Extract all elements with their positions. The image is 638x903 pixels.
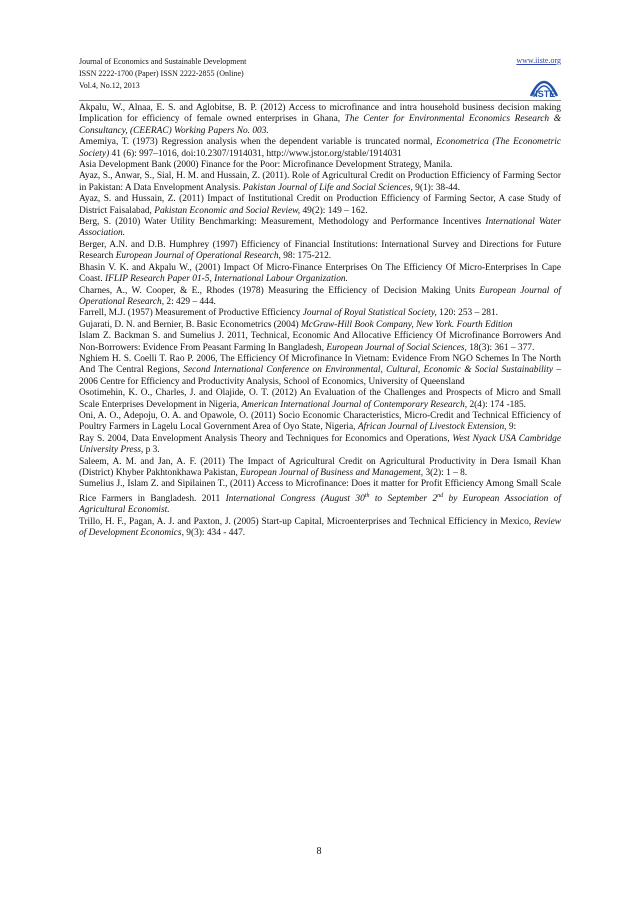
reference-entry	[79, 263, 561, 286]
reference-text-segment: 49(2): 149 – 162.	[300, 205, 368, 216]
reference-entry	[79, 354, 561, 388]
reference-italic-segment: West Nyack USA Cambridge University Press,	[79, 433, 561, 456]
reference-text-segment: 41 (6): 997–1016, doi:10.2307/1914031, http://www.jstor.org/stable/1914031	[109, 148, 402, 159]
page-header	[79, 56, 561, 92]
reference-entry	[79, 171, 561, 194]
reference-text-segment: – 2006 Centre for Efficiency and Productivity Analysis, School of Economics, University of Queensland	[79, 365, 562, 387]
reference-italic-segment: American International Journal of Contemporary Research,	[241, 399, 468, 410]
reference-entry	[79, 517, 561, 540]
reference-entry	[79, 286, 561, 309]
reference-entry	[79, 434, 561, 457]
reference-text-segment: Osotimehin, K. O., Charles, J. and Olajide, O. T. (2012) An Evaluation of the Challenges and Prospects of Micro and Small Scale Enterprises Development in Nigeria,	[79, 388, 561, 410]
reference-italic-segment: Pakistan Journal of Life and Social Sciences,	[242, 182, 413, 193]
reference-text-segment: 9(1): 38-44.	[412, 182, 460, 193]
reference-text-segment: Oni, A. O., Adepoju, O. A. and Opawole, O. (2011) Socio Economic Characteristics, Micro-Credit and Technical Efficiency of Poultry Farmers in Lagelu Local Government Area of Oyo State, Nigeria,	[79, 410, 561, 433]
reference-text-segment: Ayaz, S., Anwar, S., Sial, H. M. and Hussain, Z. (2011). Role of Agricultural Credit on Production Efficiency of Farming Sector in Pakistan: A Data Envelopment Analysis.	[79, 171, 561, 193]
reference-text-segment: Berg, S. (2010) Water Utility Benchmarking: Measurement, Methodology and Performance Incentives	[79, 217, 486, 228]
reference-text-segment: Islam Z. Backman S. and Sumelius J. 2011, Technical, Economic And Allocative Efficiency Of Microfinance Borrowers And Non-Borrowers: Evidence From Peasant Farming In Bangladesh,	[79, 331, 561, 353]
reference-entry	[79, 137, 561, 160]
reference-italic-segment: to September 2	[369, 493, 438, 504]
reference-text-segment: 9(3): 434 - 447.	[183, 528, 246, 539]
reference-text-segment: Asia Development Bank (2000) Finance for the Poor: Microfinance Development Strategy, Manila.	[79, 160, 453, 171]
reference-text-segment: Trillo, H. F., Pagan, A. J. and Paxton, J. (2005) Start-up Capital, Microenterprises and Technical Efficiency in Mexico,	[79, 516, 534, 527]
reference-text-segment: Akpalu, W., Alnaa, E. S. and Aglobitse, B. P. (2012) Access to microfinance and intra household business decision making Implication for efficiency of female owned enterprises in Ghana,	[79, 103, 561, 125]
reference-text-segment: Farrell, M.J. (1957) Measurement of Productive Efficiency	[79, 308, 303, 319]
reference-text-segment: 3(2): 1 – 8.	[423, 468, 468, 478]
reference-italic-segment: European Journal of Social Sciences,	[326, 342, 467, 353]
reference-entry	[79, 411, 561, 434]
reference-entry	[79, 217, 561, 240]
reference-text-segment: Ray S. 2004, Data Envelopment Analysis Theory and Techniques for Economics and Operations,	[79, 433, 453, 444]
journal-volume: Vol.4, No.12, 2013	[79, 81, 140, 90]
reference-text-segment: 2: 429 – 444.	[164, 296, 216, 307]
reference-entry	[79, 479, 561, 516]
reference-italic-segment: International Water Association.	[79, 217, 562, 239]
reference-italic-segment: by European Association of Agricultural Economist.	[79, 493, 561, 516]
reference-entry	[79, 331, 561, 354]
reference-text-segment: p 3.	[143, 445, 160, 456]
reference-list	[79, 103, 561, 540]
reference-text-segment: Ayaz, S. and Hussain, Z. (2011) Impact of Institutional Credit on Production Efficiency of Farming Sector, A case Study of District Faisalabad,	[79, 194, 561, 216]
reference-entry	[79, 320, 561, 331]
reference-text-segment: Berger, A.N. and D.B. Humphrey (1997) Efficiency of Financial Institutions: International Survey and Directions for Future Research	[79, 239, 561, 262]
logo-text: IISTE	[532, 89, 556, 99]
reference-italic-segment: European Journal of Operational Research,	[79, 285, 561, 307]
reference-text-segment: Charnes, A., W. Cooper, & E., Rhodes (1978) Measuring the Efficiency of Decision Making Units	[79, 285, 480, 296]
reference-italic-segment: Review of Development Economics,	[79, 516, 561, 539]
reference-text-segment: 2(4): 174 -185.	[467, 399, 526, 410]
reference-italic-segment: International Congress (August 30	[225, 493, 365, 504]
reference-entry	[79, 388, 561, 411]
reference-entry	[79, 103, 561, 137]
reference-italic-segment: European Journal of Business and Management,	[240, 468, 424, 478]
reference-entry	[79, 457, 561, 480]
reference-text-segment: 9:	[506, 422, 517, 433]
journal-issn: ISSN 2222-1700 (Paper) ISSN 2222-2855 (Online)	[79, 69, 244, 78]
reference-text-segment: 98: 175-212.	[280, 251, 332, 262]
reference-italic-segment: nd	[437, 492, 444, 499]
reference-text-segment: Sumelius J., Islam Z. and Sipilainen T., (2011) Access to Microfinance: Does it matter for Profit Efficiency Among Small Scale Rice Farmers in Bangladesh. 2011	[79, 479, 561, 504]
page-number: 8	[316, 846, 322, 857]
reference-entry	[79, 240, 561, 263]
reference-italic-segment: Second International Conference on Environmental, Cultural, Economic & Social Sustainability	[183, 365, 554, 376]
reference-entry	[79, 194, 561, 217]
reference-entry	[79, 160, 561, 171]
reference-text-segment: 120: 253 – 281.	[436, 308, 499, 319]
reference-italic-segment: McGraw-Hill Book Company, New York. Fourth Edition	[300, 319, 513, 330]
iiste-logo	[527, 66, 561, 100]
journal-url-link[interactable]: www.iiste.org	[516, 56, 561, 65]
reference-italic-segment: th	[364, 492, 370, 499]
reference-italic-segment: Pakistan Economic and Social Review,	[154, 205, 301, 216]
reference-italic-segment: IFLIP Research Paper 01-5, International Labour Organization.	[105, 274, 348, 285]
reference-text-segment: Bhasin V. K. and Akpalu W., (2001) Impact Of Micro-Finance Enterprises On The Efficiency Of Micro-Enterprises In Cape Coast.	[79, 262, 561, 285]
reference-italic-segment: The Center for Environmental Economics Research & Consultancy, (CEERAC) Working Papers No. 003.	[79, 114, 561, 136]
reference-italic-segment: European Journal of Operational Research,	[115, 251, 281, 262]
reference-text-segment: Nghiem H. S. Coelli T. Rao P. 2006, The Efficiency Of Microfinance In Vietnam: Evidence From NGO Schemes In The North And The Central Regions,	[79, 353, 561, 376]
header-divider	[79, 100, 561, 101]
reference-italic-segment: Econometrica (The Econometric Society)	[79, 137, 561, 159]
reference-text-segment: Gujarati, D. N. and Bernier, B. Basic Econometrics (2004)	[79, 319, 301, 330]
reference-italic-segment: African Journal of Livestock Extension,	[357, 422, 507, 433]
journal-title: Journal of Economics and Sustainable Development	[79, 57, 247, 66]
reference-text-segment: Saleem, A. M. and Jan, A. F. (2011) The Impact of Agricultural Credit on Agricultural Productivity in Dera Ismail Khan (District) Khyber Pakhtonkhawa Pakistan,	[79, 456, 561, 478]
reference-text-segment: Amemiya, T. (1973) Regression analysis when the dependent variable is truncated normal,	[79, 137, 437, 148]
reference-entry	[79, 308, 561, 319]
reference-italic-segment: Journal of Royal Statistical Society,	[302, 308, 437, 319]
reference-text-segment: 18(3): 361 – 377.	[466, 342, 535, 353]
